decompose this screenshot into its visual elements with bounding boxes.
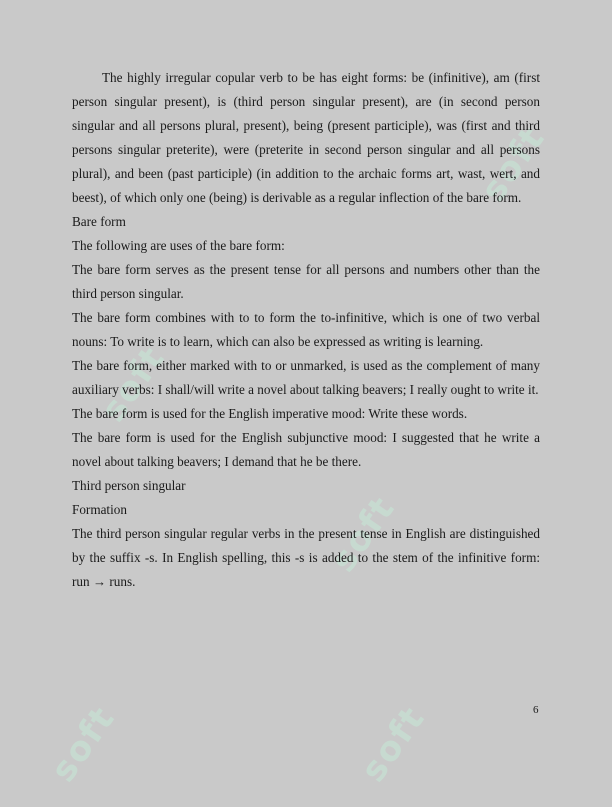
intro-paragraph: The highly irregular copular verb to be has eight forms: be (infinitive), am (first person singular present), is (third person singular present), are (in second person singular and all persons plural, present), being (present participle), was (first and third persons singular preterite), were (preterite in second person singular and all persons plural), and been (past participle) (in addition to the archaic forms art, wast, wert, and beest), of which only one (being) is derivable as a regular inflection of the bare form.: [72, 70, 540, 205]
watermark-logo: soft: [93, 338, 174, 430]
watermark-logo: soft: [353, 698, 434, 790]
page-number: 6: [533, 704, 539, 716]
paragraph: The bare form is used for the English subjunctive mood: I suggested that he write a novel about talking beavers; I demand that he be there.: [72, 430, 540, 469]
section-heading-third-person: Third person singular: [72, 478, 186, 493]
paragraph: The bare form serves as the present tense for all persons and numbers other than the third person singular.: [72, 262, 540, 301]
subsection-heading-formation: Formation: [72, 502, 127, 517]
section-heading-bare-form: Bare form: [72, 214, 126, 229]
watermark-logo: soft: [323, 488, 404, 580]
paragraph: The bare form, either marked with to or unmarked, is used as the complement of many auxiliary verbs: I shall/will write a novel about talking beavers; I really ought to write it.: [72, 358, 540, 397]
watermark-logo: soft: [43, 698, 124, 790]
paragraph: The bare form combines with to to form the to-infinitive, which is one of two verbal nouns: To write is to learn, which can also be expressed as writing is learning.: [72, 310, 540, 349]
paragraph: The third person singular regular verbs in the present tense in English are distinguished by the suffix -s. In English spelling, this -s is added to the stem of the infinitive form: run → runs.: [72, 526, 540, 589]
watermark-logo: soft: [473, 118, 554, 210]
paragraph: The bare form is used for the English imperative mood: Write these words.: [72, 406, 468, 421]
paragraph: The following are uses of the bare form:: [72, 238, 285, 253]
document-body: [72, 66, 540, 594]
